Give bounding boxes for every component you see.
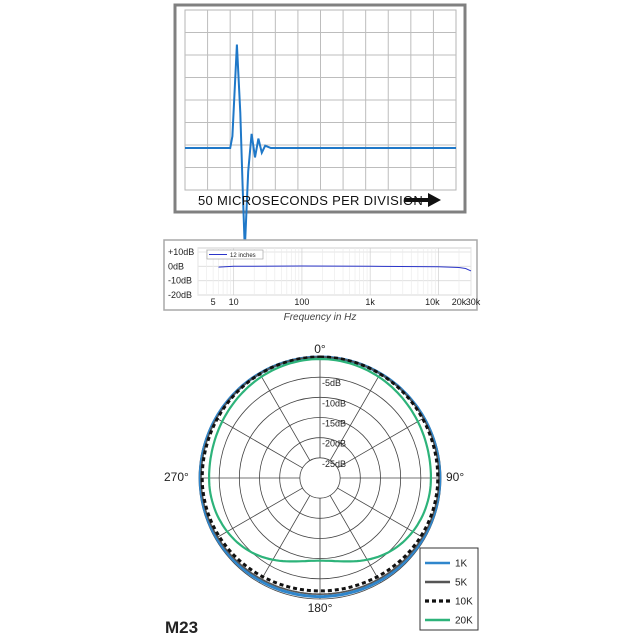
- polar-legend-label-5k: 5K: [455, 577, 468, 589]
- polar-ring-label: -10dB: [322, 398, 347, 409]
- polar-legend-label-20k: 20K: [455, 615, 473, 627]
- frequency-x-label: Frequency in Hz: [283, 312, 357, 323]
- polar-pattern-chart: [164, 342, 478, 637]
- polar-legend-label-10k: 10K: [455, 596, 473, 608]
- polar-ring-label: -20dB: [322, 438, 347, 449]
- model-title: M23: [165, 618, 199, 637]
- frequency-legend-label: 12 inches: [230, 253, 256, 259]
- frequency-y-tick-label: -10dB: [168, 275, 193, 286]
- frequency-y-tick-label: -20dB: [168, 290, 193, 300]
- impulse-response-chart: [175, 5, 465, 249]
- frequency-response-chart: [164, 240, 481, 323]
- angle-label-180: 180°: [307, 601, 333, 615]
- polar-legend: [420, 548, 478, 630]
- frequency-x-tick-label: 20k: [451, 297, 467, 307]
- angle-label-0: 0°: [314, 342, 326, 356]
- angle-label-90: 90°: [446, 470, 465, 484]
- frequency-x-tick-label: 10: [228, 297, 239, 307]
- frequency-x-tick-label: 10k: [425, 297, 440, 307]
- frequency-x-tick-label: 30k: [465, 297, 481, 307]
- frequency-x-tick-label: 100: [294, 297, 310, 307]
- frequency-y-tick-label: 0dB: [168, 261, 185, 272]
- polar-ring-label: -5dB: [322, 378, 342, 389]
- polar-legend-label-1k: 1K: [455, 558, 468, 570]
- polar-ring-label: -25dB: [322, 458, 347, 469]
- impulse-caption: 50 MICROSECONDS PER DIVISION: [198, 193, 424, 208]
- polar-ring-labels: [322, 378, 346, 469]
- frequency-x-tick-label: 5: [210, 297, 216, 307]
- frequency-legend: [207, 250, 263, 259]
- frequency-y-tick-label: +10dB: [168, 247, 195, 257]
- angle-label-270: 270°: [164, 470, 189, 484]
- polar-ring-label: -15dB: [322, 418, 347, 429]
- frequency-x-tick-label: 1k: [365, 297, 375, 307]
